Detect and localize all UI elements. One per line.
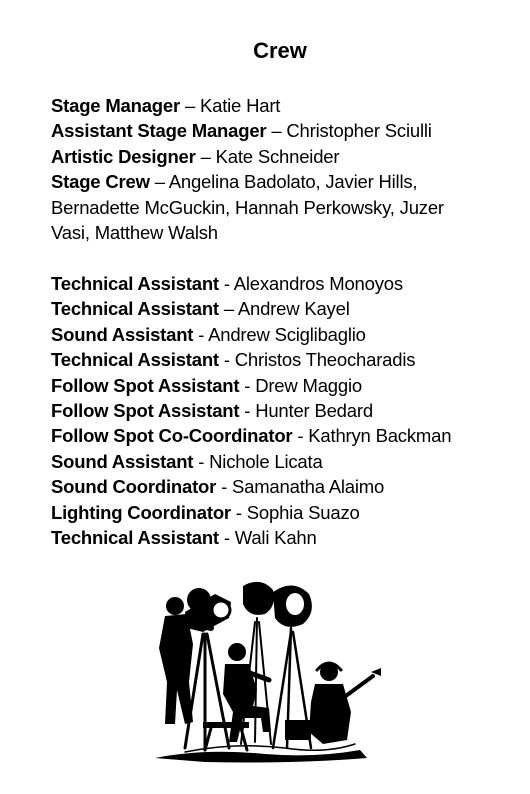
crew-names: Katie Hart	[199, 95, 281, 116]
separator: -	[292, 425, 309, 447]
crew-list-leadership	[51, 93, 481, 245]
crew-entry	[51, 118, 481, 143]
crew-entry	[51, 93, 481, 118]
crew-role: Lighting Coordinator	[51, 501, 231, 523]
crew-entry	[51, 525, 481, 550]
crew-names: Hunter Bedard	[255, 400, 373, 422]
crew-role: Assistant Stage Manager	[51, 120, 267, 142]
crew-role: Artistic Designer	[51, 145, 196, 167]
separator: -	[218, 527, 235, 549]
separator: -	[218, 349, 235, 371]
crew-entry	[51, 296, 481, 321]
separator: -	[216, 476, 232, 498]
separator: –	[218, 298, 238, 320]
crew-names: Kate Schneider	[215, 145, 340, 167]
crew-role: Sound Coordinator	[51, 476, 217, 498]
crew-role: Stage Crew	[51, 171, 150, 193]
crew-role: Technical Assistant	[51, 527, 219, 549]
crew-role: Stage Manager	[51, 95, 180, 116]
crew-role: Follow Spot Co-Coordinator	[51, 425, 293, 447]
separator: -	[218, 273, 234, 294]
crew-entry	[51, 398, 481, 423]
crew-names: Kathryn Backman	[308, 425, 452, 447]
crew-names: Christopher Sciulli	[286, 120, 432, 142]
crew-role: Technical Assistant	[51, 349, 219, 371]
crew-names: Sophia Suazo	[246, 501, 360, 523]
crew-names: Angelina Badolato, Javier Hills, Bernadette McGuckin, Hannah Perkowsky, Juzer Vasi, Matthew Walsh	[51, 171, 444, 244]
separator: –	[195, 145, 216, 167]
separator: -	[193, 450, 210, 472]
crew-role: Sound Assistant	[51, 450, 194, 472]
separator: -	[193, 323, 209, 345]
crew-entry	[51, 347, 481, 372]
crew-role: Technical Assistant	[51, 298, 219, 320]
crew-names: Drew Maggio	[255, 374, 362, 396]
crew-entry	[51, 144, 481, 169]
crew-role: Follow Spot Assistant	[51, 374, 240, 396]
crew-names: Andrew Sciglibaglio	[208, 323, 366, 345]
separator: -	[239, 400, 256, 422]
crew-entry	[51, 271, 481, 296]
crew-role: Sound Assistant	[51, 323, 194, 345]
separator: -	[239, 374, 256, 396]
film-crew-silhouette-illustration	[145, 572, 385, 764]
crew-names: Alexandros Monoyos	[233, 273, 403, 294]
separator: –	[180, 95, 200, 116]
crew-names: Nichole Licata	[209, 450, 323, 472]
crew-entry	[51, 169, 481, 245]
crew-names: Samanatha Alaimo	[231, 476, 385, 498]
page-title: Crew	[253, 38, 307, 63]
crew-names: Andrew Kayel	[237, 298, 350, 320]
separator: –	[266, 120, 287, 142]
crew-entry	[51, 500, 481, 525]
crew-list-technical	[51, 271, 481, 550]
crew-entry	[51, 322, 481, 347]
crew-entry	[51, 373, 481, 398]
crew-entry	[51, 423, 481, 448]
crew-entry	[51, 449, 481, 474]
crew-role: Follow Spot Assistant	[51, 400, 240, 422]
crew-entry	[51, 474, 481, 499]
crew-names: Wali Kahn	[234, 527, 317, 549]
crew-names: Christos Theocharadis	[234, 349, 416, 371]
separator: -	[230, 501, 247, 523]
crew-role: Technical Assistant	[51, 273, 219, 294]
separator: –	[149, 171, 169, 193]
